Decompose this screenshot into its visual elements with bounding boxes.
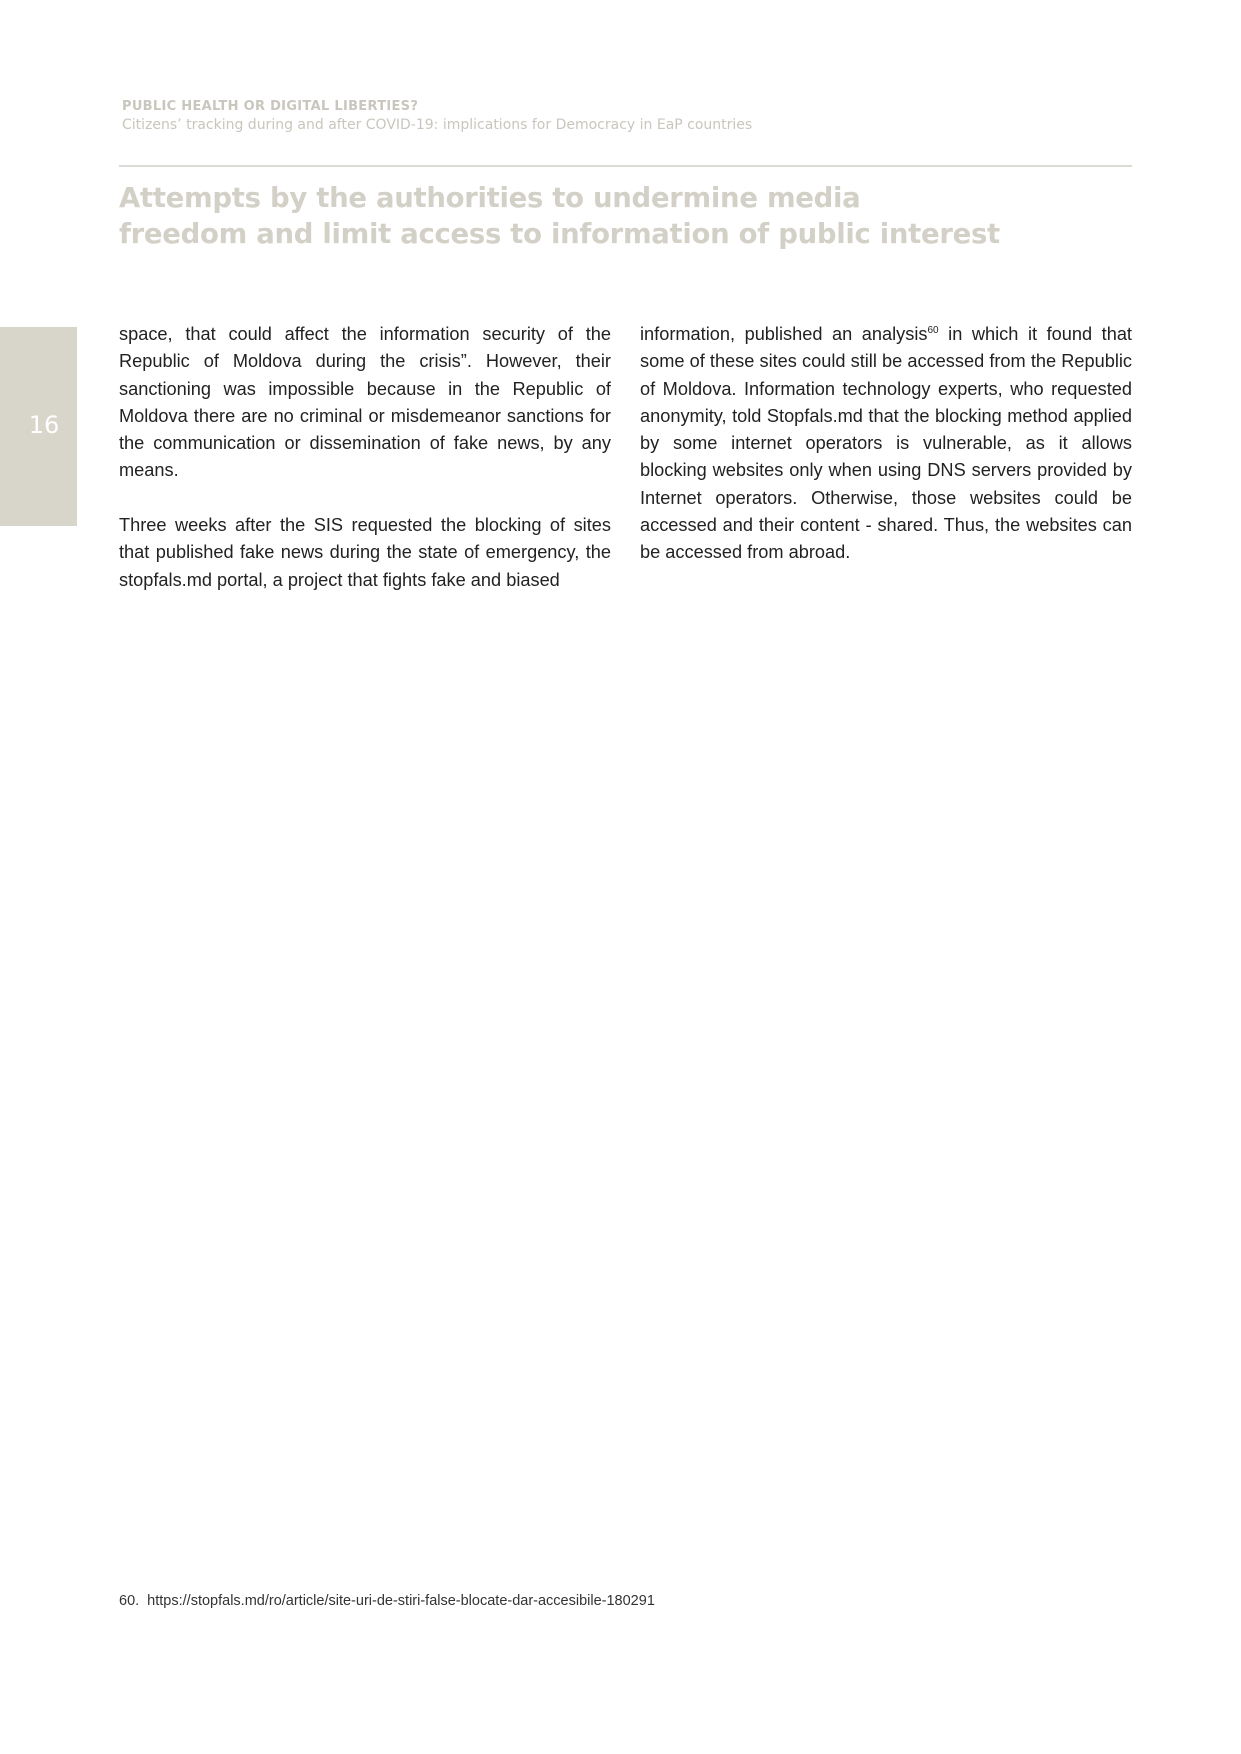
footnote-link[interactable]: https://stopfals.md/ro/article/site-uri-de-stiri-false-blocate-dar-accesibile-180291 (147, 1593, 655, 1609)
body-column-right (640, 321, 1132, 567)
footnote-number: 60. (119, 1593, 140, 1609)
section-title (119, 180, 1119, 252)
footnote (119, 1591, 1129, 1611)
section-title-line-2: freedom and limit access to information of public interest (119, 218, 1000, 250)
paragraph-text: in which it found that some of these sites could still be accessed from the Republic of Moldova. Information technology experts, who requested anonymity, told Stopfals.md that the blocking method applied by some internet operators is vulnerable, as it allows blocking websites only when using DNS servers provided by Internet operators. Otherwise, those websites could be accessed and their content - shared. Thus, the websites can be accessed from abroad. (640, 324, 1132, 563)
publication-subtitle: Citizens’ tracking during and after COVID-19: implications for Democracy in EaP countries (122, 117, 753, 133)
running-header (122, 98, 1132, 134)
body-column-left (119, 321, 611, 594)
paragraph: space, that could affect the information security of the Republic of Moldova during the crisis”. However, their sanctioning was impossible because in the Republic of Moldova there are no criminal or misdemeanor sanctions for the communication or dissemination of fake news, by any means. (119, 324, 611, 481)
paragraph (640, 321, 1132, 567)
header-divider (119, 165, 1132, 167)
paragraph: Three weeks after the SIS requested the blocking of sites that published fake news during the state of emergency, the stopfals.md portal, a project that fights fake and biased (119, 515, 611, 590)
footnote-reference[interactable]: 60 (927, 324, 939, 336)
publication-series-title: PUBLIC HEALTH OR DIGITAL LIBERTIES? (122, 99, 419, 114)
paragraph-text: information, published an analysis (640, 324, 928, 344)
page-number: 16 (28, 411, 60, 439)
section-title-line-1: Attempts by the authorities to undermine media (119, 182, 861, 214)
